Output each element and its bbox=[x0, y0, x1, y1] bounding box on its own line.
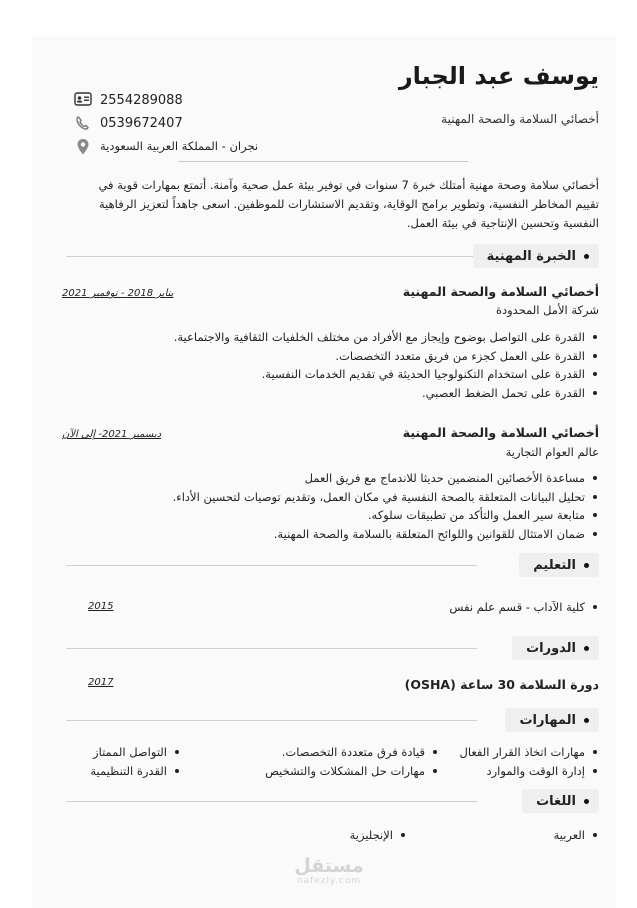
bullet-dot bbox=[584, 254, 589, 259]
list-item: العربية bbox=[554, 826, 599, 845]
languages-column-2 bbox=[350, 826, 407, 845]
list-item: ضمان الامتثال للقوانين واللوائح المتعلقة بالسلامة والصحة المهنية. bbox=[173, 525, 599, 544]
section-divider bbox=[66, 565, 477, 566]
list-item: قيادة فرق متعددة التخصصات. bbox=[265, 743, 439, 762]
location-text: نجران - المملكة العربية السعودية bbox=[100, 139, 259, 153]
candidate-name: يوسف عبد الجبار bbox=[398, 62, 599, 90]
job-role: أخصائي السلامة والصحة المهنية bbox=[402, 284, 599, 299]
job-role: أخصائي السلامة والصحة المهنية bbox=[402, 425, 599, 440]
bullet-dot bbox=[584, 799, 589, 804]
bullet-dot bbox=[584, 646, 589, 651]
watermark-latin: nafezly.com bbox=[296, 876, 362, 886]
list-item: التواصل الممتاز bbox=[90, 743, 181, 762]
education-date: 2015 bbox=[88, 601, 114, 612]
list-item: متابعة سير العمل والتأكد من تطبيقات سلوكه. bbox=[173, 506, 599, 525]
list-item: القدرة على العمل كجزء من فريق متعدد التخصصات. bbox=[174, 347, 599, 366]
education-list bbox=[449, 598, 599, 617]
job-company: شركة الأمل المحدودة bbox=[495, 303, 599, 317]
section-title: التعليم bbox=[533, 557, 576, 573]
job-title: أخصائي السلامة والصحة المهنية bbox=[441, 112, 599, 126]
contact-phone1 bbox=[74, 92, 183, 108]
section-divider bbox=[66, 256, 477, 257]
list-item: القدرة التنظيمية bbox=[90, 762, 181, 781]
section-title: اللغات bbox=[536, 793, 576, 809]
section-title: المهارات bbox=[519, 712, 576, 728]
list-item: إدارة الوقت والموارد bbox=[460, 762, 599, 781]
contact-phone2 bbox=[74, 115, 183, 131]
id-card-icon bbox=[74, 92, 92, 108]
watermark-logo bbox=[294, 856, 364, 886]
section-header-skills bbox=[505, 708, 599, 732]
list-item: تحليل البيانات المتعلقة بالصحة النفسية في مكان العمل، وتقديم توصيات لتحسين الأداء. bbox=[173, 488, 599, 507]
list-item: مهارات اتخاذ القرار الفعال bbox=[460, 743, 599, 762]
list-item: كلية الآداب - قسم علم نفس bbox=[449, 598, 599, 617]
list-item: مهارات حل المشكلات والتشخيص bbox=[265, 762, 439, 781]
list-item: مساعدة الأخصائين المنضمين حديثا للاندماج مع فريق العمل bbox=[173, 469, 599, 488]
profile-summary: أخصائي سلامة وصحة مهنية أمتلك خبرة 7 سنوات في توفير بيئة عمل صحية وآمنة. أتمتع بمهارات قوية في تقييم المخاطر النفسية، وتطوير برامج الوقاية، وتقديم الاستشارات للموظفين. اسعى جاهداً لتعزيز الرفاهية النفسية وتحسين الإنتاجية في بيئة العمل. bbox=[98, 178, 599, 230]
contact-location bbox=[74, 138, 258, 154]
list-item: القدرة على التواصل بوضوح وإيجاز مع الأفراد من مختلف الخلفيات الثقافية والاجتماعية. bbox=[174, 328, 599, 347]
bullet-dot bbox=[584, 718, 589, 723]
skills-column-3 bbox=[90, 743, 181, 780]
languages-column-1 bbox=[554, 826, 599, 845]
phone-number-2: 0539672407 bbox=[100, 115, 183, 131]
job-date: يناير 2018 - نوفمبر 2021 bbox=[62, 288, 174, 299]
list-item: القدرة على استخدام التكنولوجيا الحديثة في تقديم الخدمات النفسية. bbox=[174, 365, 599, 384]
phone-icon bbox=[74, 115, 92, 131]
job-company: عالم العوام التجارية bbox=[505, 445, 599, 459]
map-pin-icon bbox=[74, 138, 92, 154]
list-item: الإنجليزية bbox=[350, 826, 407, 845]
skills-column-2 bbox=[265, 743, 439, 780]
course-date: 2017 bbox=[88, 677, 114, 688]
section-header-courses bbox=[512, 636, 599, 660]
section-header-languages bbox=[522, 789, 599, 813]
job-date: ديسمبر 2021- إلى الآن bbox=[62, 429, 162, 440]
section-title: الدورات bbox=[526, 640, 576, 656]
skills-column-1 bbox=[460, 743, 599, 780]
watermark-arabic: مستقل bbox=[294, 855, 364, 877]
course-title: دورة السلامة 30 ساعة (OSHA) bbox=[404, 677, 599, 692]
section-header-experience bbox=[473, 244, 599, 268]
section-divider bbox=[66, 720, 477, 721]
list-item: القدرة على تحمل الضغط العصبي. bbox=[174, 384, 599, 403]
phone-number-1: 2554289088 bbox=[100, 92, 183, 108]
job-bullets bbox=[173, 469, 599, 543]
section-divider bbox=[66, 648, 477, 649]
section-divider bbox=[66, 801, 477, 802]
bullet-dot bbox=[584, 563, 589, 568]
job-bullets bbox=[174, 328, 599, 402]
section-title: الخبرة المهنية bbox=[486, 248, 576, 264]
header-divider bbox=[178, 161, 468, 162]
section-header-education bbox=[519, 553, 599, 577]
